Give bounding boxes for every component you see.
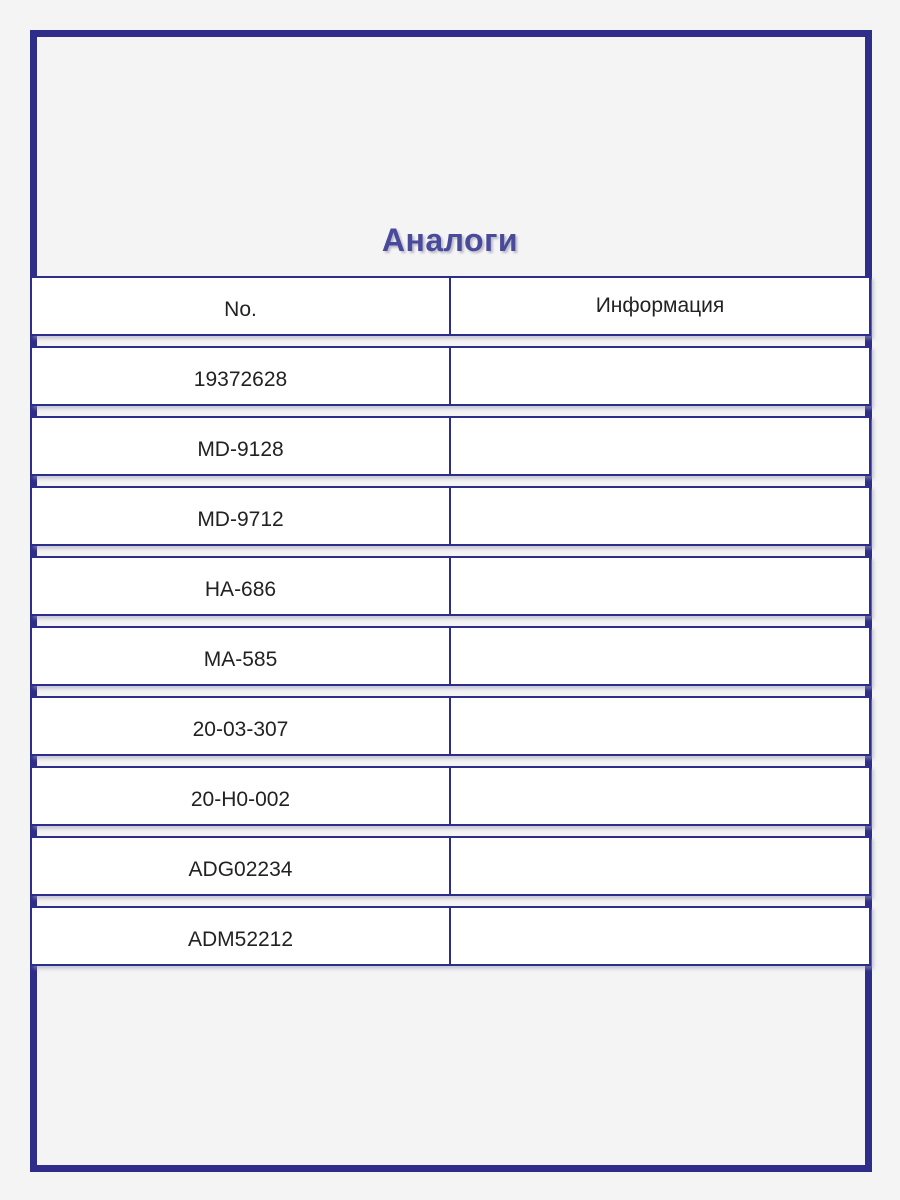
- table-row: [30, 416, 871, 476]
- row-info-cell: [451, 558, 869, 614]
- row-info-cell: [451, 698, 869, 754]
- table-row: [30, 486, 871, 546]
- row-no-cell: 19372628: [32, 348, 451, 404]
- row-info-cell: [451, 348, 869, 404]
- page-title: Аналоги: [381, 222, 519, 258]
- row-no-cell: MD-9712: [32, 488, 451, 544]
- row-info-cell: [451, 488, 869, 544]
- row-no-cell: 20-H0-002: [32, 768, 451, 824]
- row-no-cell: MA-585: [32, 628, 451, 684]
- row-info-cell: [451, 908, 869, 964]
- row-info-cell: [451, 418, 869, 474]
- table-row: [30, 556, 871, 616]
- table-row: [30, 836, 871, 896]
- table-row: [30, 696, 871, 756]
- row-no-cell: ADG02234: [32, 838, 451, 894]
- table-row: [30, 346, 871, 406]
- table-row: [30, 626, 871, 686]
- header-info: Информация: [595, 294, 725, 317]
- table-header-row: [30, 276, 871, 336]
- row-no-cell: HA-686: [32, 558, 451, 614]
- row-info-cell: [451, 768, 869, 824]
- table-row: [30, 766, 871, 826]
- row-no-cell: ADM52212: [32, 908, 451, 964]
- table-row: [30, 906, 871, 966]
- row-no-cell: MD-9128: [32, 418, 451, 474]
- header-no: No.: [32, 278, 451, 334]
- row-no-cell: 20-03-307: [32, 698, 451, 754]
- row-info-cell: [451, 838, 869, 894]
- row-info-cell: [451, 628, 869, 684]
